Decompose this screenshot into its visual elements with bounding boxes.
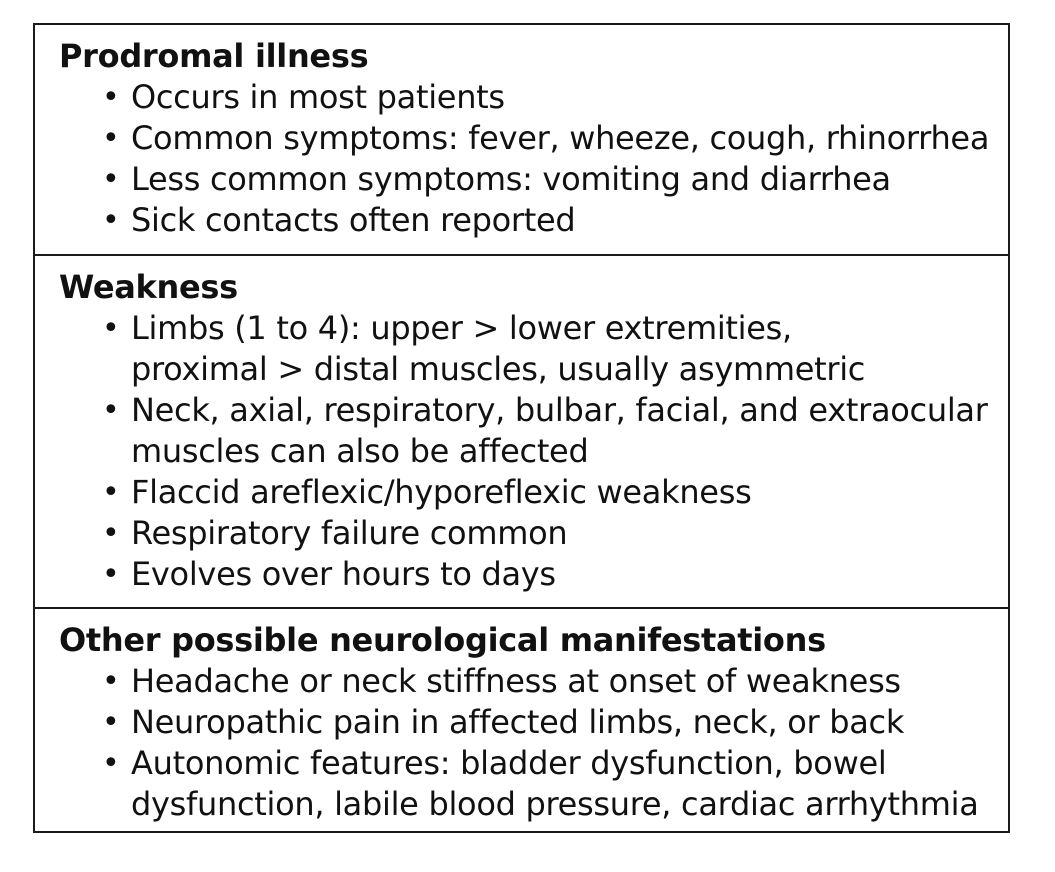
item-text: Neuropathic pain in affected limbs, neck, or back — [131, 703, 905, 741]
item-text: Limbs (1 to 4): upper > lower extremities, — [131, 309, 792, 347]
section-other-neurological-manifestations — [35, 607, 1008, 833]
section-prodromal-illness — [35, 25, 1008, 254]
item-text: Occurs in most patients — [131, 78, 505, 116]
list-item — [35, 472, 1001, 513]
section-heading: Weakness — [59, 268, 238, 306]
bullet-list — [35, 308, 1001, 595]
item-text: Neck, axial, respiratory, bulbar, facial, and extraocular — [131, 391, 988, 429]
section-heading: Other possible neurological manifestations — [59, 621, 826, 659]
list-item — [35, 77, 1001, 118]
item-text: Less common symptoms: vomiting and diarrhea — [131, 160, 891, 198]
item-text: Common symptoms: fever, wheeze, cough, rhinorrhea — [131, 119, 990, 157]
list-item — [35, 513, 1001, 554]
bullet-icon: • — [102, 705, 120, 740]
item-text: Headache or neck stiffness at onset of weakness — [131, 662, 901, 700]
bullet-icon: • — [102, 475, 120, 510]
list-item — [35, 159, 1001, 200]
bullet-list — [35, 77, 1001, 241]
list-item — [35, 308, 1001, 390]
item-text: Flaccid areflexic/hyporeflexic weakness — [131, 473, 752, 511]
item-text: Sick contacts often reported — [131, 201, 576, 239]
bullet-list — [35, 661, 1001, 825]
bullet-icon: • — [102, 162, 120, 197]
bullet-icon: • — [102, 80, 120, 115]
section-weakness — [35, 254, 1008, 607]
list-item — [35, 200, 1001, 241]
item-text: Respiratory failure common — [131, 514, 568, 552]
list-item — [35, 554, 1001, 595]
bullet-icon: • — [102, 311, 120, 346]
bullet-icon: • — [102, 746, 120, 781]
clinical-features-table — [33, 23, 1010, 833]
list-item — [35, 661, 1001, 702]
item-text-continued: proximal > distal muscles, usually asymmetric — [131, 350, 866, 388]
item-text-continued: muscles can also be affected — [131, 432, 589, 470]
item-text: Evolves over hours to days — [131, 555, 556, 593]
list-item — [35, 702, 1001, 743]
bullet-icon: • — [102, 664, 120, 699]
bullet-icon: • — [102, 121, 120, 156]
list-item — [35, 743, 1001, 825]
bullet-icon: • — [102, 203, 120, 238]
section-heading: Prodromal illness — [59, 37, 369, 75]
bullet-icon: • — [102, 393, 120, 428]
list-item — [35, 118, 1001, 159]
item-text-continued: dysfunction, labile blood pressure, cardiac arrhythmia — [131, 785, 979, 823]
list-item — [35, 390, 1001, 472]
bullet-icon: • — [102, 557, 120, 592]
item-text: Autonomic features: bladder dysfunction, bowel — [131, 744, 887, 782]
bullet-icon: • — [102, 516, 120, 551]
